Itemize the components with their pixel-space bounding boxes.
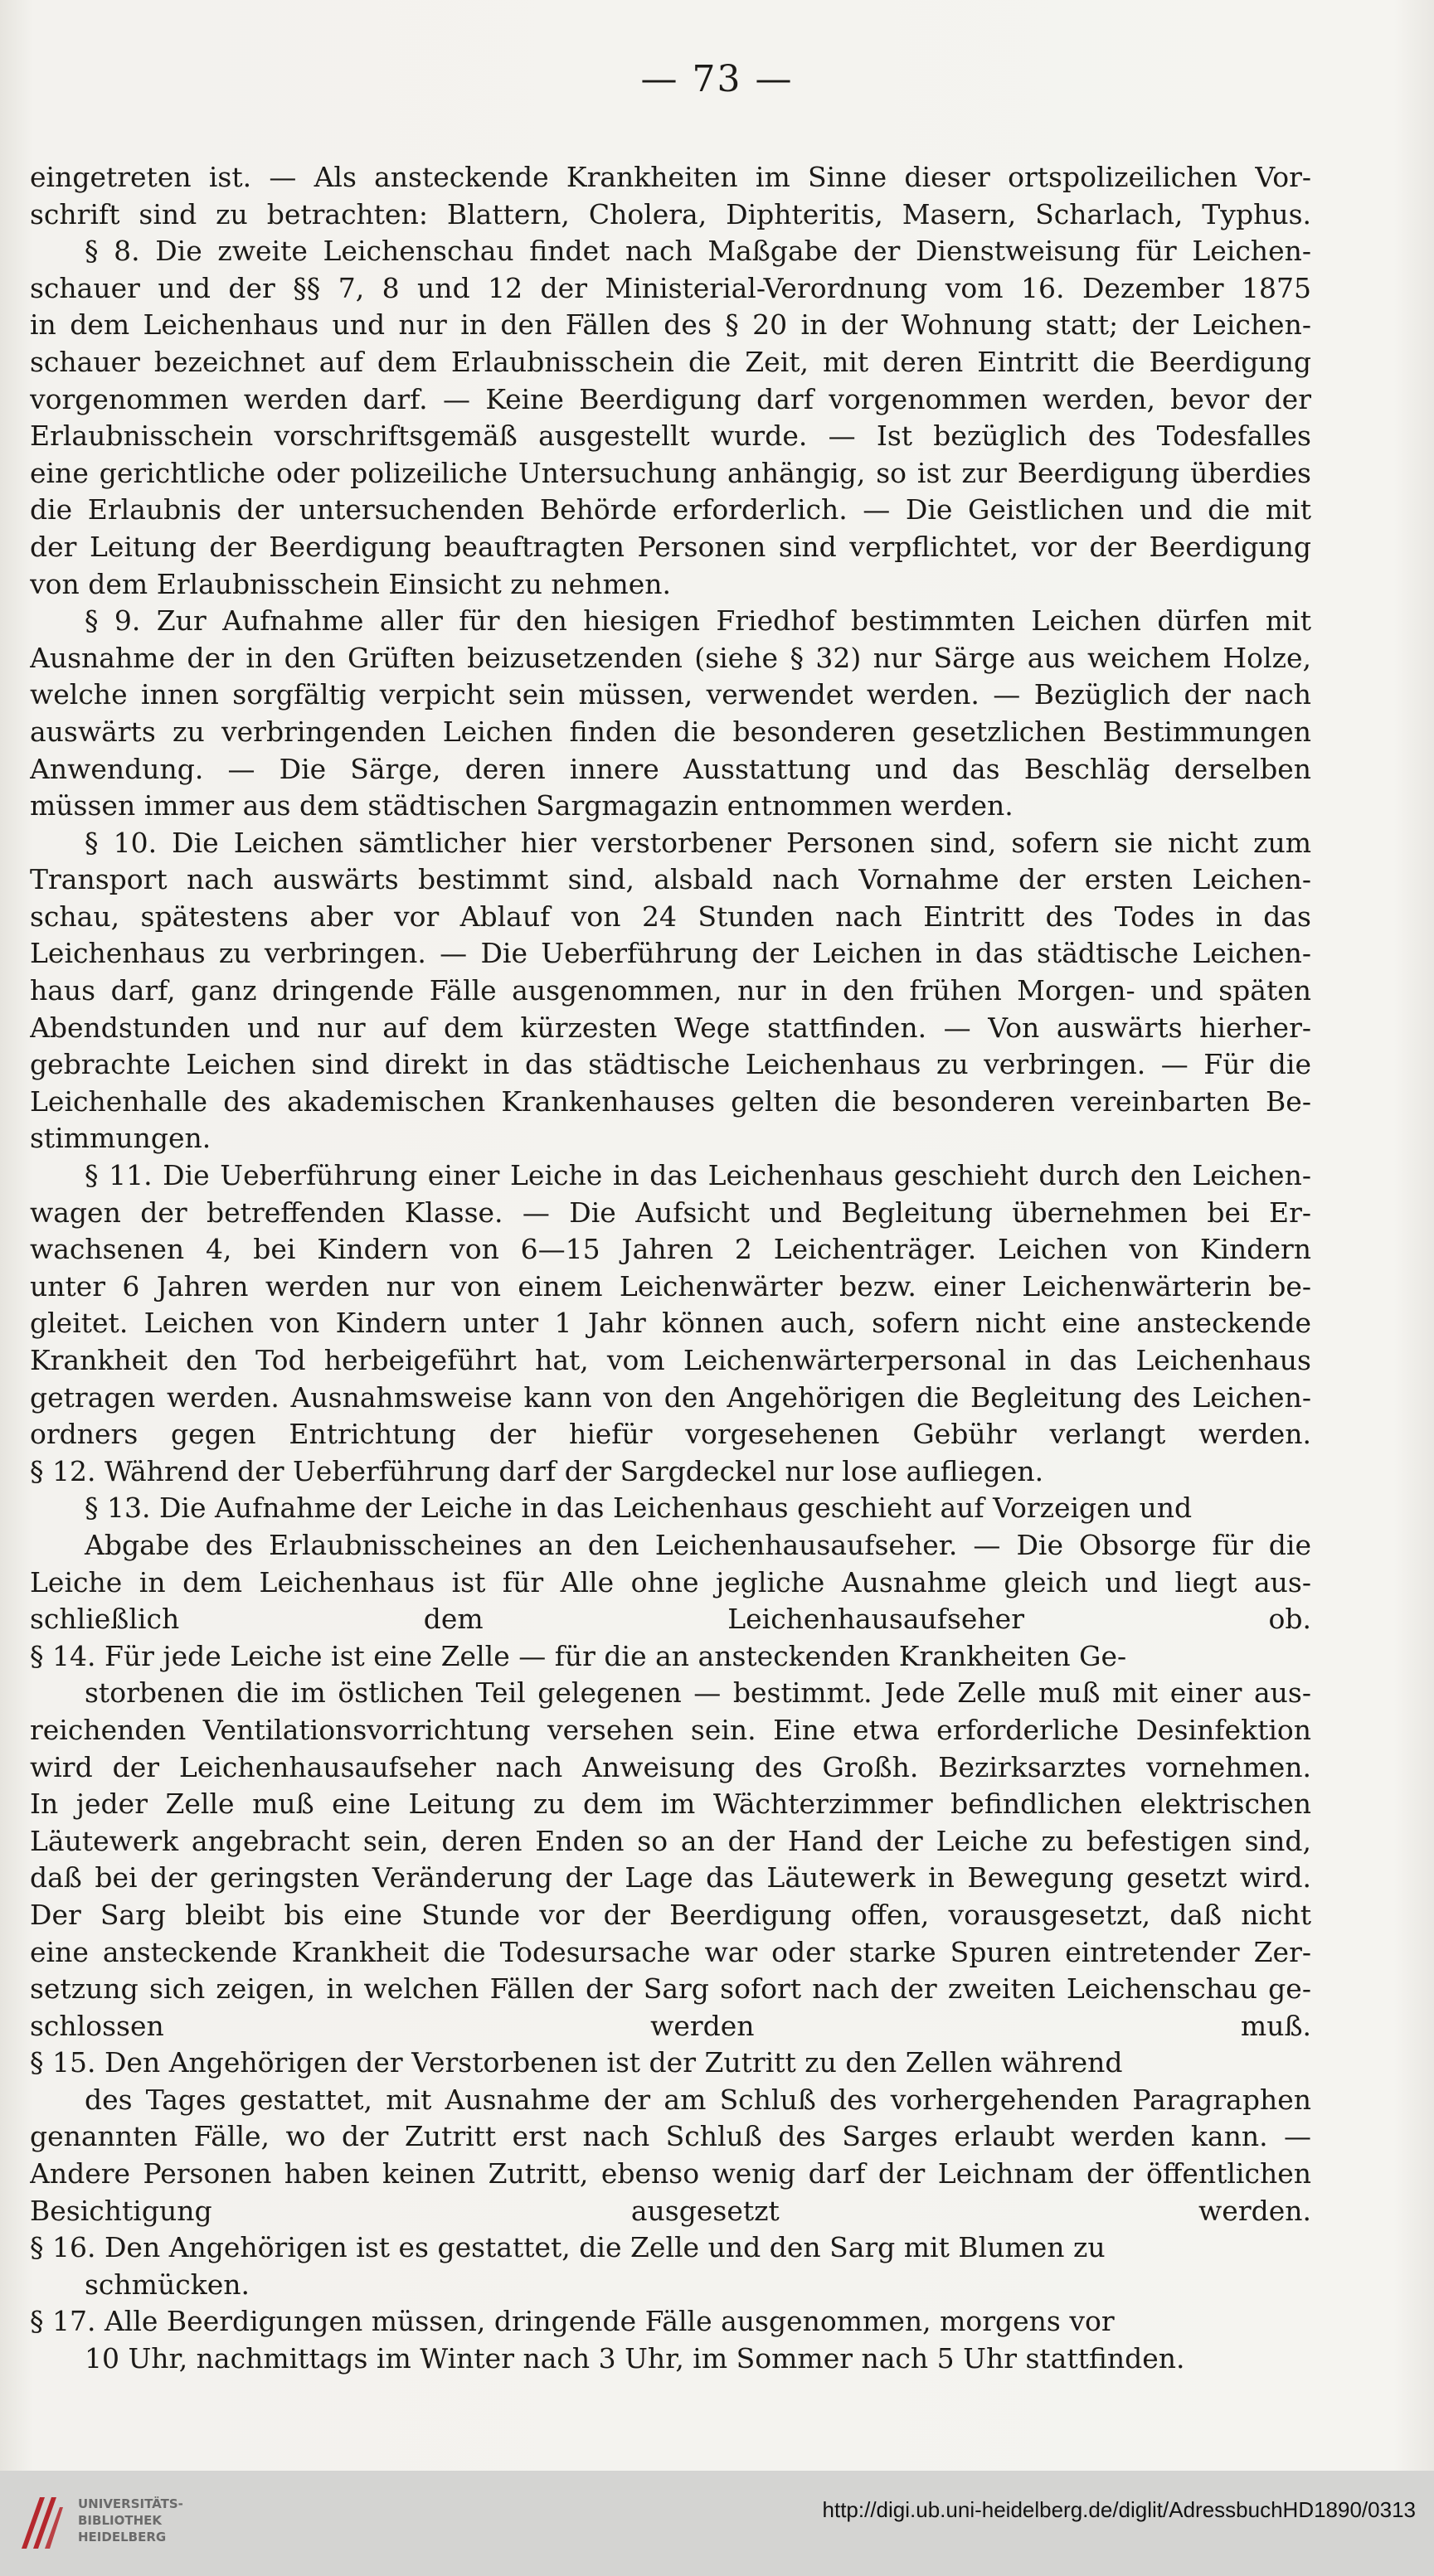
text-line: müssen immer aus dem städtischen Sargmagazin entnommen werden.: [30, 789, 1014, 822]
text-line: reichenden Ventilationsvorrichtung versehen sein. Eine etwa erforderliche Desinfektion: [30, 1713, 1311, 1746]
text-line: Abgabe des Erlaubnisscheines an den Leichenhausaufseher. — Die Obsorge für die: [85, 1528, 1311, 1561]
text-line: eine ansteckende Krankheit die Todesursache war oder starke Spuren eintretender Zer-: [30, 1935, 1311, 1968]
text-line: getragen werden. Ausnahmsweise kann von den Angehörigen die Begleitung des Leichen-: [30, 1380, 1311, 1414]
text-line: schließlich dem Leichenhausaufseher ob.: [30, 1603, 1311, 1636]
text-line: Besichtigung ausgesetzt werden.: [30, 2194, 1311, 2227]
text-line: Leiche in dem Leichenhaus ist für Alle ohne jegliche Ausnahme gleich und liegt aus-: [30, 1565, 1311, 1598]
text-line: der Leitung der Beerdigung beauftragten Personen sind verpflichtet, vor der Beerdigung: [30, 530, 1311, 563]
text-line: In jeder Zelle muß eine Leitung zu dem im Wächterzimmer befindlichen elektrischen: [30, 1788, 1311, 1821]
text-line: Anwendung. — Die Särge, deren innere Ausstattung und das Beschläg derselben: [30, 752, 1311, 785]
text-line: wagen der betreffenden Klasse. — Die Aufsicht und Begleitung übernehmen bei Er-: [30, 1196, 1311, 1229]
text-line: eine gerichtliche oder polizeiliche Untersuchung anhängig, so ist zur Beerdigung überdies: [30, 456, 1311, 489]
document-body: [30, 159, 1311, 2378]
text-line: eingetreten ist. — Als ansteckende Krankheiten im Sinne dieser ortspolizeilichen Vor-: [30, 161, 1311, 193]
text-line: Läutewerk angebracht sein, deren Enden so an der Hand der Leiche zu befestigen sind,: [30, 1824, 1311, 1857]
text-line: schrift sind zu betrachten: Blattern, Cholera, Diphteritis, Masern, Scharlach, Typhus.: [30, 197, 1311, 230]
text-line: schauer bezeichnet auf dem Erlaubnisschein die Zeit, mit deren Eintritt die Beerdigung: [30, 345, 1311, 378]
text-line: daß bei der geringsten Veränderung der Lage das Läutewerk in Bewegung gesetzt wird.: [30, 1861, 1311, 1894]
text-line: auswärts zu verbringenden Leichen finden die besonderen gesetzlichen Bestimmungen: [30, 715, 1311, 748]
text-line: ordners gegen Entrichtung der hiefür vorgesehenen Gebühr verlangt werden.: [30, 1418, 1311, 1451]
text-line: wachsenen 4, bei Kindern von 6—15 Jahren 2 Leichenträger. Leichen von Kindern: [30, 1233, 1311, 1266]
text-line: wird der Leichenhausaufseher nach Anweisung des Großh. Bezirksarztes vornehmen.: [30, 1750, 1311, 1783]
text-line: § 13. Die Aufnahme der Leiche in das Leichenhaus geschieht auf Vorzeigen und: [85, 1492, 1193, 1525]
text-line: schauer und der §§ 7, 8 und 12 der Ministerial-Verordnung vom 16. Dezember 1875: [30, 271, 1311, 304]
text-line: § 12. Während der Ueberführung darf der Sargdeckel nur lose aufliegen.: [30, 1454, 1044, 1487]
text-line: § 16. Den Angehörigen ist es gestattet, die Zelle und den Sarg mit Blumen zu: [30, 2231, 1106, 2264]
text-line: Ausnahme der in den Grüften beizusetzenden (siehe § 32) nur Särge aus weichem Holze,: [30, 641, 1311, 674]
text-line: haus darf, ganz dringende Fälle ausgenommen, nur in den frühen Morgen- und späten: [30, 974, 1311, 1007]
text-line: des Tages gestattet, mit Ausnahme der am Schluß des vorhergehenden Paragraphen: [85, 2083, 1311, 2116]
text-line: 10 Uhr, nachmittags im Winter nach 3 Uhr, im Sommer nach 5 Uhr stattfinden.: [85, 2342, 1185, 2375]
text-line: Transport nach auswärts bestimmt sind, alsbald nach Vornahme der ersten Leichen-: [30, 863, 1311, 896]
viewer-footer: [0, 2471, 1434, 2576]
text-line: von dem Erlaubnisschein Einsicht zu nehmen.: [30, 567, 672, 600]
text-line: Leichenhaus zu verbringen. — Die Ueberführung der Leichen in das städtische Leichen-: [30, 937, 1311, 970]
text-line: § 10. Die Leichen sämtlicher hier verstorbener Personen sind, sofern sie nicht zum: [85, 826, 1311, 859]
text-line: Abendstunden und nur auf dem kürzesten Wege stattfinden. — Von auswärts hierher-: [30, 1011, 1311, 1044]
text-line: Andere Personen haben keinen Zutritt, ebenso wenig darf der Leichnam der öffentlichen: [30, 2157, 1311, 2190]
library-name: UNIVERSITÄTS- BIBLIOTHEK HEIDELBERG: [78, 2496, 183, 2544]
text-line: genannten Fälle, wo der Zutritt erst nach Schluß des Sarges erlaubt werden kann. —: [30, 2120, 1311, 2153]
text-line: § 8. Die zweite Leichenschau findet nach Maßgabe der Dienstweisung für Leichen-: [85, 235, 1311, 268]
text-line: schlossen werden muß.: [30, 2009, 1311, 2042]
text-line: Leichenhalle des akademischen Krankenhauses gelten die besonderen vereinbarten Be-: [30, 1084, 1311, 1118]
text-line: welche innen sorgfältig verpicht sein müssen, verwendet werden. — Bezüglich der nach: [30, 678, 1311, 711]
text-line: Der Sarg bleibt bis eine Stunde vor der Beerdigung offen, vorausgesetzt, daß nicht: [30, 1898, 1311, 1931]
text-line: schmücken.: [85, 2268, 250, 2301]
text-line: § 11. Die Ueberführung einer Leiche in das Leichenhaus geschieht durch den Leichen-: [85, 1159, 1311, 1192]
text-line: § 9. Zur Aufnahme aller für den hiesigen Friedhof bestimmten Leichen dürfen mit: [85, 604, 1311, 638]
text-line: setzung sich zeigen, in welchen Fällen der Sarg sofort nach der zweiten Leichenschau ge-: [30, 1972, 1311, 2006]
text-line: stimmungen.: [30, 1122, 211, 1155]
text-line: schau, spätestens aber vor Ablauf von 24 Stunden nach Eintritt des Todes in das: [30, 900, 1311, 933]
page-number: — 73 —: [640, 58, 794, 100]
text-line: in dem Leichenhaus und nur in den Fällen des § 20 in der Wohnung statt; der Leichen-: [30, 308, 1311, 342]
text-line: § 17. Alle Beerdigungen müssen, dringende Fälle ausgenommen, morgens vor: [30, 2305, 1115, 2338]
text-line: die Erlaubnis der untersuchenden Behörde erforderlich. — Die Geistlichen und die mit: [30, 493, 1311, 526]
text-line: § 15. Den Angehörigen der Verstorbenen ist der Zutritt zu den Zellen während: [30, 2046, 1123, 2079]
text-line: unter 6 Jahren werden nur von einem Leichenwärter bezw. einer Leichenwärterin be-: [30, 1269, 1311, 1303]
text-line: Erlaubnisschein vorschriftsgemäß ausgestellt wurde. — Ist bezüglich des Todesfalles: [30, 420, 1311, 453]
text-line: gebrachte Leichen sind direkt in das städtische Leichenhaus zu verbringen. — Für die: [30, 1048, 1311, 1081]
permalink-url[interactable]: http://digi.ub.uni-heidelberg.de/diglit/AdressbuchHD1890/0313: [822, 2497, 1416, 2522]
ub-heidelberg-logo-icon[interactable]: [15, 2491, 66, 2557]
text-line: § 14. Für jede Leiche ist eine Zelle — für die an ansteckenden Krankheiten Ge-: [30, 1639, 1127, 1672]
text-line: gleitet. Leichen von Kindern unter 1 Jahr können auch, sofern nicht eine ansteckende: [30, 1307, 1311, 1340]
text-line: storbenen die im östlichen Teil gelegenen — bestimmt. Jede Zelle muß mit einer aus-: [85, 1676, 1311, 1710]
text-line: Krankheit den Tod herbeigeführt hat, vom Leichenwärterpersonal in das Leichenhaus: [30, 1344, 1311, 1376]
text-line: vorgenommen werden darf. — Keine Beerdigung darf vorgenommen werden, bevor der: [30, 382, 1311, 415]
